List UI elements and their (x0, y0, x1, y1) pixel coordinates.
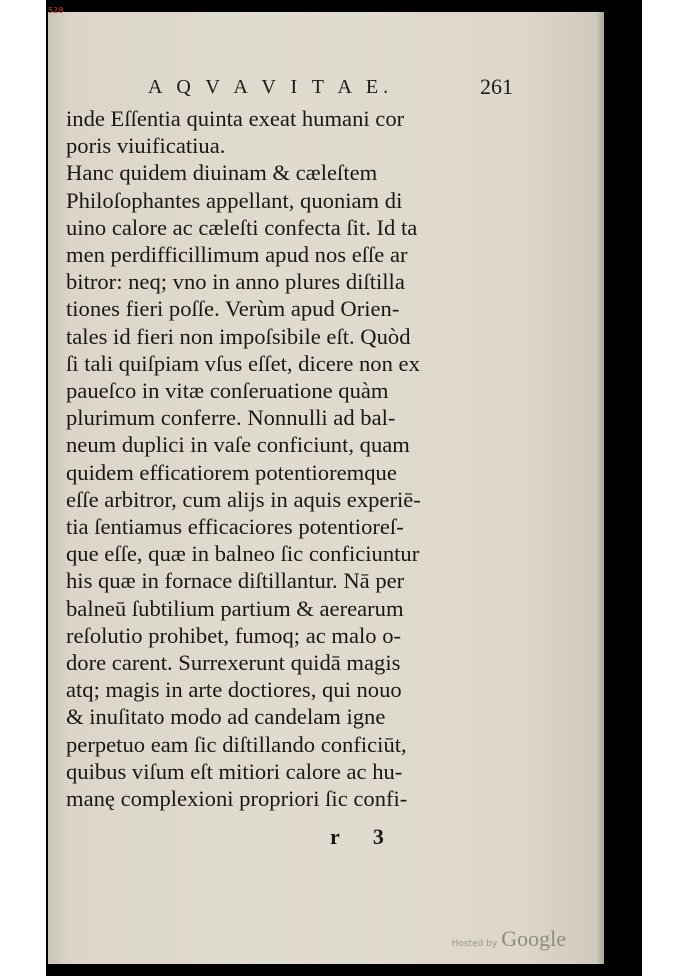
text-line: neum duplici in vaſe conficiunt, quam (66, 432, 410, 458)
text-line: inde Eſſentia quinta exeat humani cor (66, 106, 405, 131)
page-number: 261 (480, 74, 513, 99)
corner-mark: 528 (48, 6, 64, 15)
text-line: tiones fieri poſſe. Verùm apud Orien- (66, 296, 400, 322)
hosted-by-label: Hosted by (451, 939, 498, 949)
text-line: Philoſophantes appellant, quoniam di (66, 187, 403, 213)
text-line: reſolutio prohibet, fumoq; ac malo o- (66, 622, 402, 648)
text-line: atq; magis in arte doctiores, qui nouo (66, 677, 402, 703)
book-page (48, 12, 604, 964)
text-line: bitror: neq; vno in anno plures diſtilla (66, 269, 405, 295)
running-head: A Q V A V I T A E. (148, 76, 394, 98)
text-line: manę complexioni propriori ſic confi- (66, 786, 408, 812)
text-line: paueſco in vitæ conſeruatione quàm (66, 378, 389, 404)
google-watermark (452, 926, 566, 952)
text-line: plurimum conferre. Nonnulli ad bal- (66, 405, 396, 431)
text-line: & inuſitato modo ad candelam igne (66, 704, 386, 730)
text-line: perpetuo eam ſic diſtillando conficiūt, (66, 731, 407, 757)
text-line: quibus viſum eſt mitiori calore ac hu- (66, 758, 403, 784)
text-line: ſi tali quiſpiam vſus eſſet, dicere non ex (66, 350, 420, 376)
text-line: poris viuificatiua. (66, 133, 226, 159)
text-line: quidem efficatiorem potentioremque (66, 459, 397, 485)
google-logo: Google (501, 926, 566, 951)
text-line: que eſſe, quæ in balneo ſic conficiuntur (66, 541, 420, 567)
text-line: uino calore ac cæleſti confecta ſit. Id ta (66, 214, 418, 240)
text-line: tia ſentiamus efficaciores potentioreſ- (66, 514, 404, 540)
text-line: dore carent. Surrexerunt quidā magis (66, 650, 401, 676)
text-line: tales id fieri non impoſsibile eſt. Quòd (66, 323, 411, 349)
text-line: balneū ſubtilium partium & aerearum (66, 595, 404, 621)
body-text (66, 105, 486, 812)
text-line: his quæ in fornace diſtillantur. Nā per (66, 568, 405, 594)
edge-bar (636, 860, 640, 976)
text-line: eſſe arbitror, cum alijs in aquis experiē- (66, 486, 421, 512)
text-line: men perdifficillimum apud nos eſſe ar (66, 242, 408, 268)
text-line: Hanc quidem diuinam & cæleſtem (66, 160, 378, 186)
signature-mark: r 3 (330, 824, 398, 849)
